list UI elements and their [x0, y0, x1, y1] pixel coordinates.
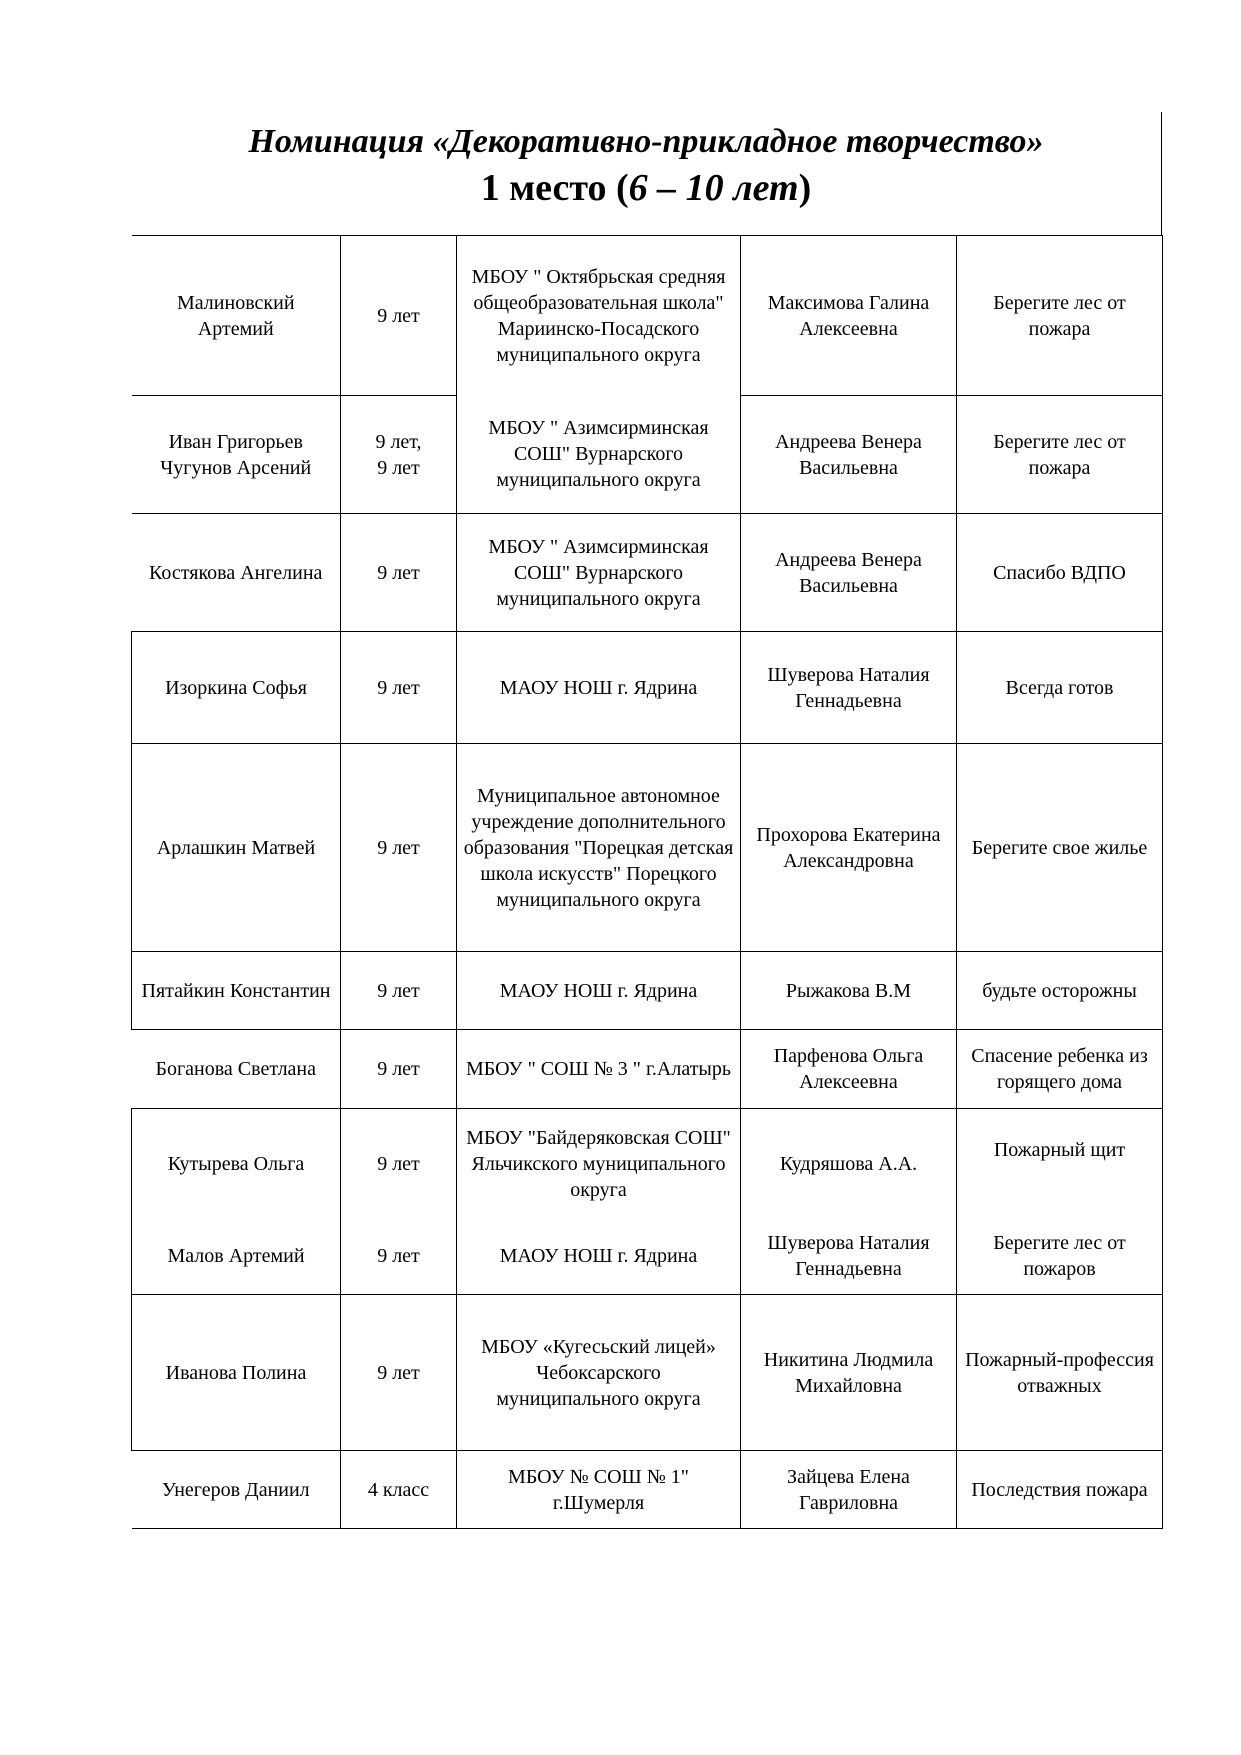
- teacher-name: Шуверова Наталия Геннадьевна: [741, 632, 957, 744]
- table-row: [132, 514, 1163, 632]
- participant-name: Боганова Светлана: [132, 1030, 341, 1109]
- participant-age: 9 лет: [341, 744, 457, 952]
- school-name: МАОУ НОШ г. Ядрина: [457, 632, 741, 744]
- work-title: Берегите лес от пожаров: [957, 1219, 1163, 1295]
- school-name: МБОУ " Азимсирминская СОШ" Вурнарского муниципального округа: [457, 514, 741, 632]
- school-name: МБОУ "Байдеряковская СОШ" Яльчикского муниципального округа: [457, 1109, 741, 1219]
- work-title: Спасибо ВДПО: [957, 514, 1163, 632]
- participant-age: 9 лет: [341, 632, 457, 744]
- work-title: Пожарный-профессия отважных: [957, 1295, 1163, 1451]
- work-title: будьте осторожны: [957, 952, 1163, 1030]
- table-row: [132, 952, 1163, 1030]
- teacher-name: Рыжакова В.М: [741, 952, 957, 1030]
- page-header: [131, 112, 1162, 235]
- work-title: Последствия пожара: [957, 1451, 1163, 1529]
- winners-table: [131, 235, 1163, 1529]
- work-title: Берегите лес от пожара: [957, 396, 1163, 514]
- participant-name: Унегеров Даниил: [132, 1451, 341, 1529]
- table-row: [132, 744, 1163, 952]
- participant-age: 9 лет: [341, 1030, 457, 1109]
- teacher-name: Никитина Людмила Михайловна: [741, 1295, 957, 1451]
- work-title: Пожарный щит: [957, 1109, 1163, 1219]
- school-name: МАОУ НОШ г. Ядрина: [457, 952, 741, 1030]
- teacher-name: Парфенова Ольга Алексеевна: [741, 1030, 957, 1109]
- table-row: [132, 396, 1163, 514]
- teacher-name: Зайцева Елена Гавриловна: [741, 1451, 957, 1529]
- participant-age: 9 лет: [341, 236, 457, 396]
- table-row: [132, 1030, 1163, 1109]
- subtitle-suffix: ): [798, 167, 812, 209]
- teacher-name: Андреева Венера Васильевна: [741, 514, 957, 632]
- school-name: МБОУ № СОШ № 1" г.Шумерля: [457, 1451, 741, 1529]
- participant-age: 9 лет: [341, 1295, 457, 1451]
- participant-name: Иванова Полина: [132, 1295, 341, 1451]
- participant-age: 9 лет: [341, 514, 457, 632]
- subtitle-prefix: 1 место (: [480, 167, 629, 209]
- table-row: [132, 1219, 1163, 1295]
- page-title: Номинация «Декоративно-прикладное творчество»: [248, 123, 1044, 160]
- participant-age: 9 лет, 9 лет: [341, 396, 457, 514]
- participant-name: Иван Григорьев Чугунов Арсений: [132, 396, 341, 514]
- table-row: [132, 1109, 1163, 1219]
- school-name: МАОУ НОШ г. Ядрина: [457, 1219, 741, 1295]
- school-name: МБОУ " Азимсирминская СОШ" Вурнарского муниципального округа: [457, 396, 741, 514]
- school-name: МБОУ «Кугесьский лицей» Чебоксарского муниципального округа: [457, 1295, 741, 1451]
- participant-name: Арлашкин Матвей: [132, 744, 341, 952]
- teacher-name: Кудряшова А.А.: [741, 1109, 957, 1219]
- participant-age: 9 лет: [341, 1109, 457, 1219]
- table-row: [132, 1295, 1163, 1451]
- teacher-name: Максимова Галина Алексеевна: [741, 236, 957, 396]
- participant-age: 4 класс: [341, 1451, 457, 1529]
- participant-name: Изоркина Софья: [132, 632, 341, 744]
- teacher-name: Шуверова Наталия Геннадьевна: [741, 1219, 957, 1295]
- teacher-name: Андреева Венера Васильевна: [741, 396, 957, 514]
- work-title: Спасение ребенка из горящего дома: [957, 1030, 1163, 1109]
- table-row: [132, 632, 1163, 744]
- work-title: Берегите лес от пожара: [957, 236, 1163, 396]
- participant-name: Костякова Ангелина: [132, 514, 341, 632]
- table-row: [132, 1451, 1163, 1529]
- teacher-name: Прохорова Екатерина Александровна: [741, 744, 957, 952]
- participant-name: Малов Артемий: [132, 1219, 341, 1295]
- participant-name: Пятайкин Константин: [132, 952, 341, 1030]
- page-subtitle: [131, 164, 1161, 212]
- participant-age: 9 лет: [341, 1219, 457, 1295]
- school-name: МБОУ " Октябрьская средняя общеобразовательная школа" Мариинско-Посадского муниципального округа: [457, 236, 741, 396]
- participant-name: Кутырева Ольга: [132, 1109, 341, 1219]
- work-title: Берегите свое жилье: [957, 744, 1163, 952]
- subtitle-age-range: 6 – 10 лет: [628, 167, 799, 209]
- participant-name: Малиновский Артемий: [132, 236, 341, 396]
- participant-age: 9 лет: [341, 952, 457, 1030]
- table-row: [132, 236, 1163, 396]
- school-name: МБОУ " СОШ № 3 " г.Алатырь: [457, 1030, 741, 1109]
- school-name: Муниципальное автономное учреждение дополнительного образования "Порецкая детская школа искусств" Порецкого муниципального округа: [457, 744, 741, 952]
- work-title: Всегда готов: [957, 632, 1163, 744]
